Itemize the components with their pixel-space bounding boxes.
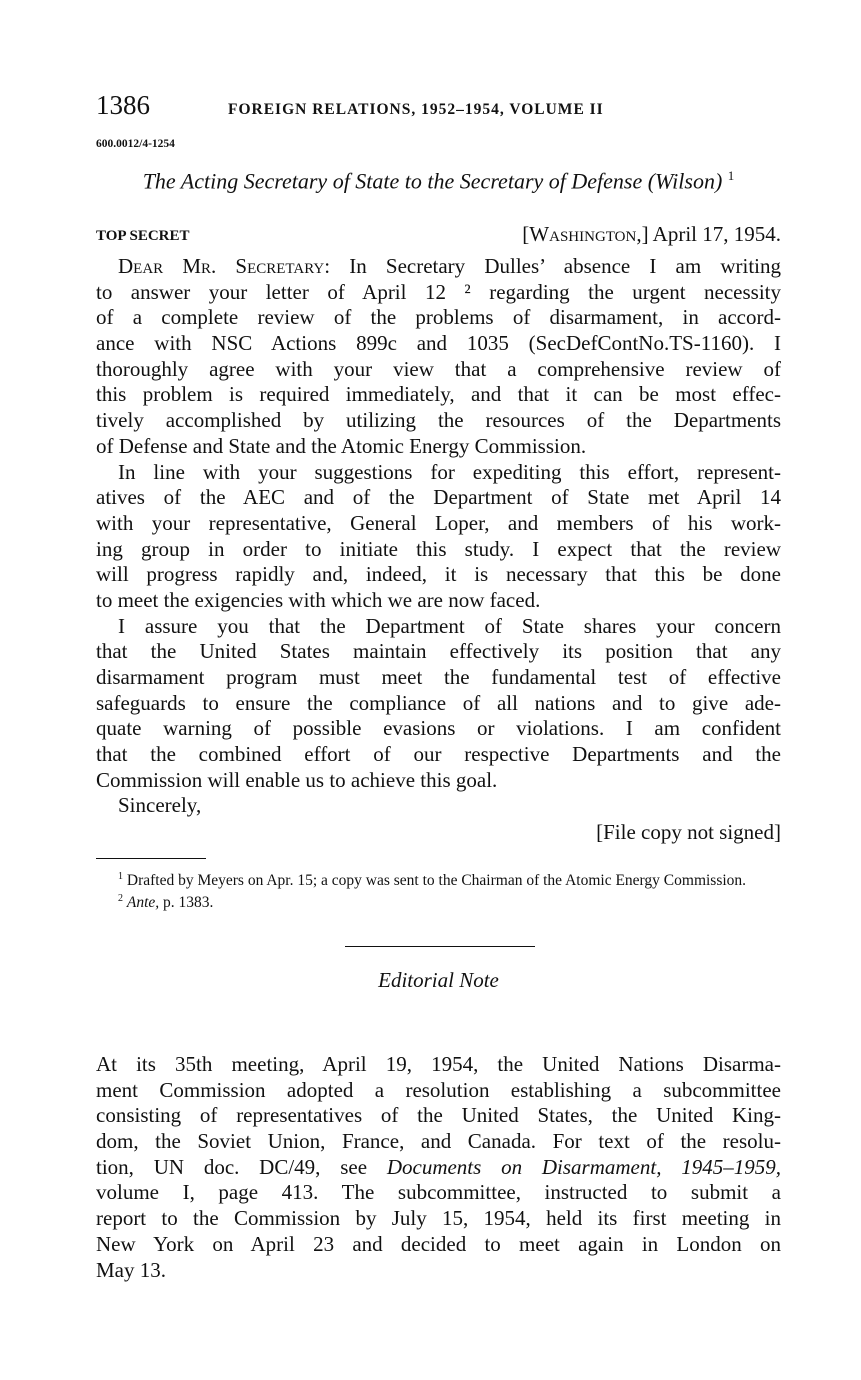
footnote-mark: 1 <box>118 871 123 882</box>
paragraph-line: Sincerely, <box>118 793 202 818</box>
section-rule <box>345 946 535 947</box>
editorial-line: ment Commission adopted a resolution establishing a subcommittee <box>96 1077 781 1102</box>
classification: TOP SECRET <box>96 228 190 244</box>
paragraph-line: this problem is required immediately, and that it can be most effec- <box>96 382 781 407</box>
footnote-text: p. 1383. <box>163 894 214 912</box>
editorial-note-body <box>96 1052 781 1283</box>
signature-note: [File copy not signed] <box>596 820 781 844</box>
editorial-note-title: Editorial Note <box>378 968 499 992</box>
dateline <box>522 222 781 247</box>
footnote-1 <box>96 868 781 912</box>
paragraph-line: disarmament program must meet the fundamental test of effective <box>96 665 781 689</box>
document-title-text: The Acting Secretary of State to the Secretary of Defense (Wilson) <box>142 168 723 194</box>
letter-body <box>96 254 781 819</box>
paragraph-line: with your representative, General Loper, and members of his work- <box>96 510 781 535</box>
paragraph-line: I assure you that the Department of State shares your concern <box>118 613 781 638</box>
paragraph-line: Commission will enable us to achieve this goal. <box>96 767 498 792</box>
paragraph-line: Dear Mr. Secretary: In Secretary Dulles’ absence I am writing <box>118 254 782 278</box>
paragraph-line: In line with your suggestions for expediting this effort, represent- <box>118 459 781 484</box>
editorial-line: New York on April 23 and decided to meet again in London on <box>96 1231 781 1256</box>
editorial-line: May 13. <box>96 1257 166 1282</box>
footnote-2 <box>96 890 781 912</box>
editorial-line: At its 35th meeting, April 19, 1954, the United Nations Disarma- <box>96 1052 781 1076</box>
footnote-mark: 2 <box>118 893 123 905</box>
paragraph-line: will progress rapidly and, indeed, it is necessary that this be done <box>96 562 781 587</box>
footnote-rule <box>96 858 206 859</box>
paragraph-line: that the combined effort of our respective Departments and the <box>96 742 781 767</box>
editorial-line: report to the Commission by July 15, 1954, held its first meeting in <box>96 1206 781 1231</box>
paragraph-line: ance with NSC Actions 899c and 1035 (SecDefContNo.TS-1160). I <box>96 331 781 356</box>
salutation: Dear Mr. Secretary: <box>118 254 331 278</box>
date: April 17, 1954. <box>652 222 781 246</box>
page-number: 1386 <box>96 90 150 120</box>
editorial-line: dom, the Soviet Union, France, and Canada. For text of the resolu- <box>96 1129 781 1154</box>
paragraph-line: to meet the exigencies with which we are now faced. <box>96 587 541 612</box>
cited-title: Documents on Disarmament, 1945–1959, <box>386 1154 781 1179</box>
editorial-line: tion, UN doc. DC/49, see Documents on Disarmament, 1945–1959, <box>96 1154 781 1179</box>
paragraph-line: to answer your letter of April 12 ² regarding the urgent necessity <box>96 279 781 304</box>
document-title <box>96 168 781 194</box>
running-head: FOREIGN RELATIONS, 1952–1954, VOLUME II <box>228 101 604 118</box>
place: [Washington,] <box>522 222 649 246</box>
paragraph-line: atives of the AEC and of the Department of State met April 14 <box>96 485 781 510</box>
footnote-italic: Ante, <box>126 894 160 912</box>
footnote-ref: 1 <box>727 168 735 183</box>
paragraph-line: safeguards to ensure the compliance of all nations and to give ade- <box>96 690 781 715</box>
editorial-line: consisting of representatives of the United States, the United King- <box>96 1103 781 1128</box>
file-number: 600.0012/4-1254 <box>96 138 175 150</box>
editorial-line: volume I, page 413. The subcommittee, instructed to submit a <box>96 1180 781 1205</box>
paragraph-line: thoroughly agree with your view that a comprehensive review of <box>96 356 781 381</box>
footnote-text: Drafted by Meyers on Apr. 15; a copy was sent to the Chairman of the Atomic Energy Commission. <box>126 872 747 890</box>
paragraph-line: ing group in order to initiate this study. I expect that the review <box>96 536 781 561</box>
paragraph-line: of a complete review of the problems of disarmament, in accord- <box>96 305 781 330</box>
paragraph-line: of Defense and State and the Atomic Energy Commission. <box>96 433 587 458</box>
paragraph-line: tively accomplished by utilizing the resources of the Departments <box>96 408 781 433</box>
paragraph-line: that the United States maintain effectively its position that any <box>96 639 781 664</box>
paragraph-line: quate warning of possible evasions or violations. I am confident <box>96 716 781 741</box>
